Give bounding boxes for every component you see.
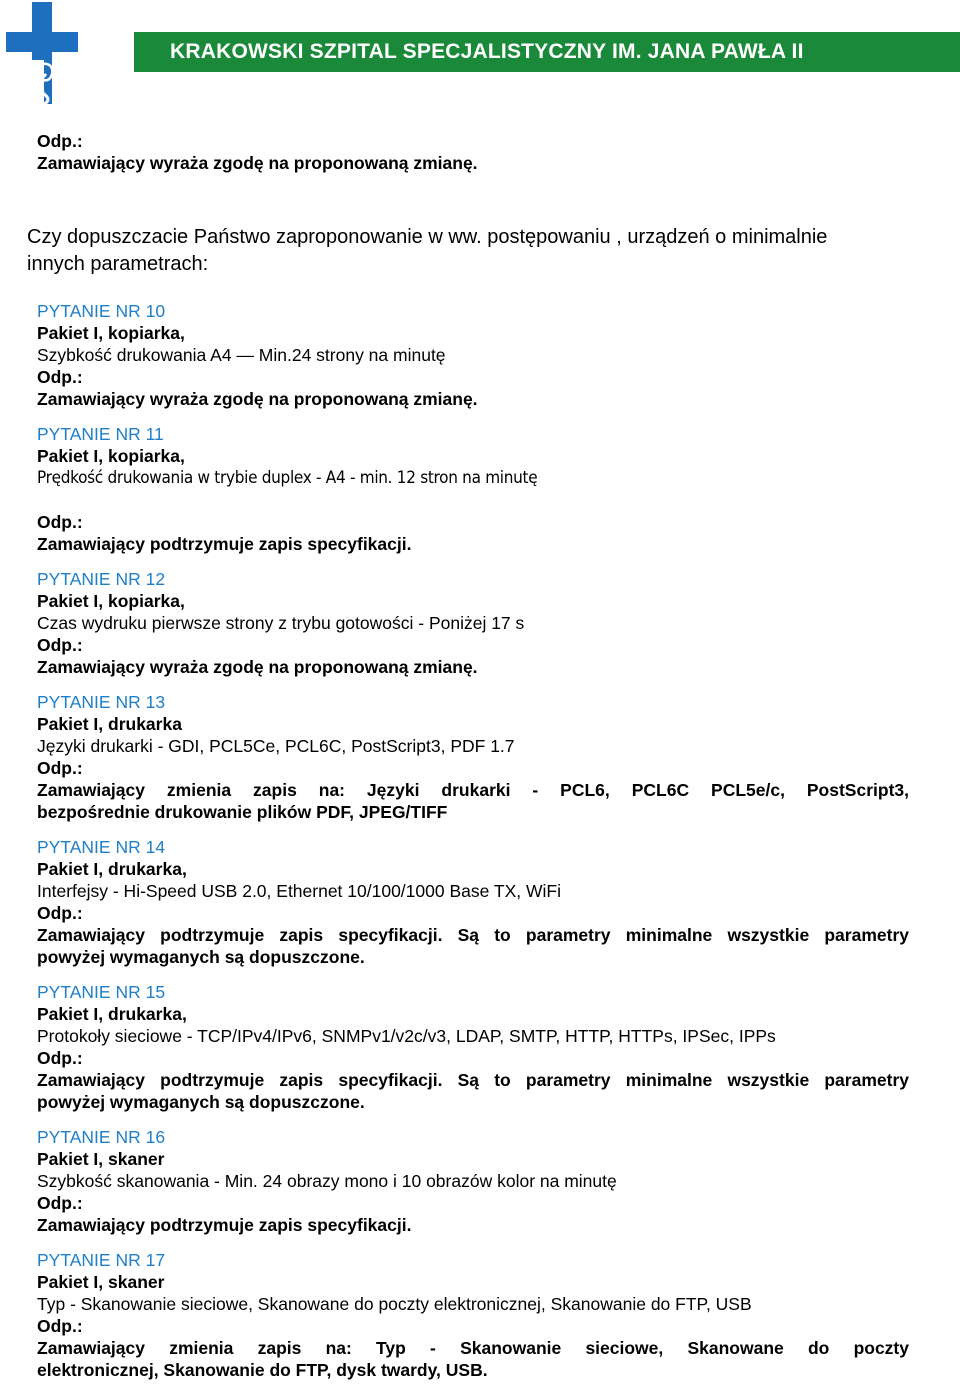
intro-line: innych parametrach:	[27, 253, 209, 275]
question-10	[37, 300, 909, 410]
question-title: PYTANIE NR 17	[37, 1250, 166, 1270]
answer-text: Zamawiający wyraża zgodę na proponowaną zmianę.	[37, 657, 478, 677]
question-15	[37, 981, 909, 1113]
question-package: Pakiet I, drukarka,	[37, 1004, 187, 1024]
page-header	[0, 0, 960, 106]
first-answer-block	[37, 130, 909, 174]
question-package: Pakiet I, kopiarka,	[37, 323, 185, 343]
question-title: PYTANIE NR 10	[37, 301, 166, 321]
question-spec: Języki drukarki - GDI, PCL5Ce, PCL6C, PostScript3, PDF 1.7	[37, 736, 515, 756]
hospital-cross-logo	[6, 2, 78, 104]
question-spec: Szybkość skanowania - Min. 24 obrazy mono i 10 obrazów kolor na minutę	[37, 1171, 617, 1191]
intro-line: Czy dopuszczacie Państwo zaproponowanie w ww. postępowaniu , urządzeń o minimalnie	[27, 226, 828, 248]
question-spec: Szybkość drukowania A4 — Min.24 strony na minutę	[37, 345, 446, 365]
hospital-name-banner: KRAKOWSKI SZPITAL SPECJALISTYCZNY IM. JANA PAWŁA II	[134, 32, 960, 72]
question-title: PYTANIE NR 13	[37, 692, 166, 712]
odp-label: Odp.:	[37, 758, 83, 778]
odp-label: Odp.:	[37, 903, 83, 923]
question-16	[37, 1126, 909, 1236]
intro-paragraph	[27, 224, 907, 278]
answer-text: Zamawiający wyraża zgodę na proponowaną zmianę.	[37, 153, 478, 173]
odp-label: Odp.:	[37, 1316, 83, 1336]
odp-label: Odp.:	[37, 1048, 83, 1068]
question-13	[37, 691, 909, 823]
question-package: Pakiet I, drukarka	[37, 714, 182, 734]
question-title: PYTANIE NR 16	[37, 1127, 166, 1147]
question-title: PYTANIE NR 11	[37, 424, 164, 444]
question-spec: Typ - Skanowanie sieciowe, Skanowane do poczty elektronicznej, Skanowanie do FTP, USB	[37, 1294, 752, 1314]
question-title: PYTANIE NR 12	[37, 569, 166, 589]
questions-list	[37, 300, 909, 1381]
question-11	[37, 423, 909, 555]
answer-text: Zamawiający wyraża zgodę na proponowaną zmianę.	[37, 389, 478, 409]
odp-label: Odp.:	[37, 1193, 83, 1213]
answer-text: Zamawiający zmienia zapis na: Języki drukarki - PCL6, PCL6C PCL5e/c, PostScript3,	[37, 780, 909, 800]
question-14	[37, 836, 909, 968]
answer-text: Zamawiający podtrzymuje zapis specyfikacji. Są to parametry minimalne wszystkie parametry	[37, 925, 909, 945]
question-spec: Czas wydruku pierwsze strony z trybu gotowości - Poniżej 17 s	[37, 613, 525, 633]
question-12	[37, 568, 909, 678]
question-spec: Interfejsy - Hi-Speed USB 2.0, Ethernet 10/100/1000 Base TX, WiFi	[37, 881, 561, 901]
odp-label: Odp.:	[37, 512, 83, 532]
question-package: Pakiet I, skaner	[37, 1149, 165, 1169]
answer-text: Zamawiający podtrzymuje zapis specyfikacji.	[37, 1215, 412, 1235]
question-spec: Prędkość drukowania w trybie duplex - A4 - min. 12 stron na minutę	[37, 468, 538, 488]
question-17	[37, 1249, 909, 1381]
question-package: Pakiet I, kopiarka,	[37, 591, 185, 611]
answer-text: Zamawiający podtrzymuje zapis specyfikacji.	[37, 534, 412, 554]
answer-text: powyżej wymaganych są dopuszczone.	[37, 947, 365, 967]
answer-text: elektronicznej, Skanowanie do FTP, dysk twardy, USB.	[37, 1360, 488, 1380]
question-title: PYTANIE NR 15	[37, 982, 166, 1002]
odp-label: Odp.:	[37, 635, 83, 655]
question-package: Pakiet I, drukarka,	[37, 859, 187, 879]
question-spec: Protokoły sieciowe - TCP/IPv4/IPv6, SNMPv1/v2c/v3, LDAP, SMTP, HTTP, HTTPs, IPSec, IPPs	[37, 1026, 776, 1046]
question-title: PYTANIE NR 14	[37, 837, 166, 857]
answer-text: powyżej wymaganych są dopuszczone.	[37, 1092, 365, 1112]
question-package: Pakiet I, skaner	[37, 1272, 165, 1292]
odp-label: Odp.:	[37, 367, 83, 387]
answer-text: Zamawiający zmienia zapis na: Typ - Skanowanie sieciowe, Skanowane do poczty	[37, 1338, 909, 1358]
answer-text: bezpośrednie drukowanie plików PDF, JPEG/TIFF	[37, 802, 448, 822]
answer-text: Zamawiający podtrzymuje zapis specyfikacji. Są to parametry minimalne wszystkie parametry	[37, 1070, 909, 1090]
question-package: Pakiet I, kopiarka,	[37, 446, 185, 466]
odp-label: Odp.:	[37, 131, 83, 151]
